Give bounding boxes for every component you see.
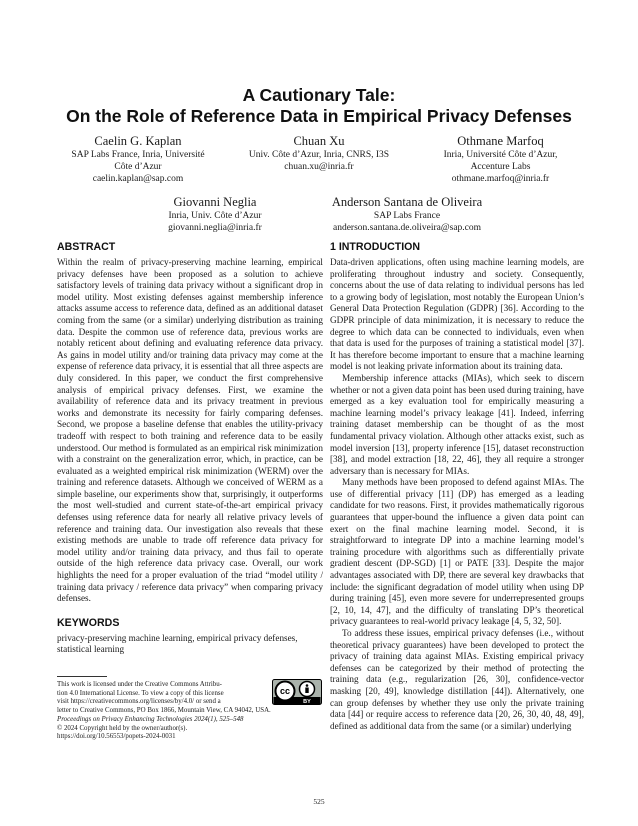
- author-block-4: [145, 194, 285, 234]
- license-line: This work is licensed under the Creative Commons Attribu-: [57, 681, 222, 688]
- author-name: Chuan Xu: [293, 134, 345, 148]
- license-line: tion 4.0 International License. To view a copy of this license: [57, 689, 224, 697]
- author-affiliation: Inria, Université Côte d’Azur,: [443, 150, 558, 160]
- author-email: giovanni.neglia@inria.fr: [168, 223, 262, 233]
- right-column: [330, 240, 584, 732]
- intro-paragraph: Membership inference attacks (MIAs), which seek to discern whether or not a given data point has been used during training, have emerged as a key evaluation tool for empirically measuring a machine learning model’s privacy leakage [41]. Indeed, inferring training dataset membership can be thought of as the most fundamental privacy violation. Although other attacks exist, such as model inversion [13], property inference [15], dataset reconstruction [38], and model extraction [18, 22, 46], they all require a stronger adversary than is necessary for MIAs.: [330, 372, 584, 476]
- keywords-text: privacy-preserving machine learning, empirical privacy defenses, statistical learning: [57, 632, 298, 655]
- intro-paragraph: Many methods have been proposed to defend against MIAs. The use of differential privacy [11] (DP) has emerged as a leading candidate for two reasons. First, it provides mathematically rigorous guarantees that upper-bound the influence a given data point can exert on the final machine learning model. Second, it is straightforward to integrate DP into a machine learning model’s training procedure with algorithms such as differentially private gradient descent (DP-SGD) [1] or PATE [33]. Despite the major advantages associated with DP, there are several key drawbacks that include: the significant degradation of model utility when using DP during training [45], even more severe for underrepresented groups [2, 10, 14, 47], and the difficulty of translating DP’s theoretical privacy guarantees to real-world privacy leakage [4, 5, 32, 50].: [330, 477, 584, 627]
- author-affiliation: SAP Labs France: [373, 211, 441, 221]
- author-name: Othmane Marfoq: [457, 134, 544, 148]
- cc-by-license-icon: [272, 679, 322, 705]
- author-affiliation: SAP Labs France, Inria, Université: [71, 150, 205, 160]
- author-email: othmane.marfoq@inria.fr: [451, 174, 550, 184]
- author-email: chuan.xu@inria.fr: [284, 162, 354, 172]
- author-email: anderson.santana.de.oliveira@sap.com: [332, 223, 482, 233]
- title-line-1: A Cautionary Tale:: [242, 85, 396, 105]
- doi-link[interactable]: https://doi.org/10.56553/popets-2024-0031: [57, 733, 176, 741]
- copyright-line: © 2024 Copyright held by the owner/author(s).: [57, 724, 188, 732]
- author-block-2: [233, 133, 405, 173]
- introduction-heading: 1 INTRODUCTION: [330, 241, 421, 253]
- abstract-heading: ABSTRACT: [57, 241, 116, 253]
- author-email: caelin.kaplan@sap.com: [92, 174, 184, 184]
- title-line-2: On the Role of Reference Data in Empirical Privacy Defenses: [66, 106, 572, 126]
- footnote-rule: [57, 676, 107, 677]
- license-line: visit https://creativecommons.org/licenses/by/4.0/ or send a: [57, 698, 221, 706]
- keywords-heading: KEYWORDS: [57, 616, 120, 629]
- author-affiliation: Accenture Labs: [470, 162, 531, 172]
- abstract-text: Within the realm of privacy-preserving machine learning, empirical privacy defenses have been proposed as a solution to achieve satisfactory levels of training data privacy without a significant drop in model utility. Most existing defenses against membership inference attacks assume access to reference data, defined as an additional dataset coming from the same (or a similar) underlying distribution as training data. Despite the common use of reference data, previous works are notably reticent about defining and evaluating reference data privacy. As gains in model utility and/or training data privacy may come at the expense of reference data privacy, it is essential that all three aspects are duly considered. In this paper, we conduct the first comprehensive analysis of empirical privacy defenses. First, we examine the availability of reference data and its privacy treatment in previous works and demonstrate its necessity for fairly comparing defenses. Second, we propose a baseline defense that enables the utility-privacy tradeoff with respect to both training and reference data to be easily understood. Our method is formulated as an empirical risk minimization with a constraint on the generalization error, which, in practice, can be evaluated as a weighted empirical risk minimization (WERM) over the training and reference datasets. Although we conceived of WERM as a simple baseline, our experiments show that, surprisingly, it outperforms the most well-studied and current state-of-the-art empirical privacy defenses using reference data for nearly all relative privacy levels of reference and training data. Our investigation also reveals that these existing methods are unable to trade off reference data privacy for model utility and/or training data privacy, and thus fail to operate outside of the high reference data privacy case. Overall, our work highlights the need for a proper evaluation of the triad “model utility / training data privacy / reference data privacy” when comparing privacy defenses.: [57, 257, 323, 604]
- author-name: Giovanni Neglia: [173, 195, 257, 209]
- paper-title: [0, 85, 638, 127]
- cc-logo-text: cc: [279, 686, 291, 697]
- author-affiliation: Côte d’Azur: [114, 162, 162, 172]
- cc-by-text: BY: [303, 699, 311, 705]
- author-name: Caelin G. Kaplan: [94, 134, 182, 148]
- author-name: Anderson Santana de Oliveira: [331, 195, 483, 209]
- author-affiliation: Inria, Univ. Côte d’Azur: [168, 211, 262, 221]
- left-column: [57, 240, 323, 656]
- author-block-3: [418, 133, 583, 185]
- author-affiliation: Univ. Côte d’Azur, Inria, CNRS, I3S: [248, 150, 390, 160]
- author-block-1: [58, 133, 218, 185]
- proceedings-line: Proceedings on Privacy Enhancing Technologies 2024(1), 525–548: [57, 715, 244, 723]
- author-block-5: [312, 194, 502, 234]
- intro-paragraph: Data-driven applications, often using machine learning models, are proliferating throughout industry and society. Consequently, concerns about the use of data relating to individual persons has led to a growing body of legislation, most notably the European Union’s General Data Protection Regulation (GDPR) [36]. According to the GDPR principle of data minimization, it is necessary to reduce the degree to which data can be connected to individuals, even when that data is used for the purposes of training a statistical model [37]. It has therefore become important to ensure that a machine learning model is not leaking private information about its training data.: [330, 257, 584, 372]
- intro-paragraph: To address these issues, empirical privacy defenses (i.e., without theoretical privacy guarantees) have been developed to protect the privacy of training data against MIAs. Existing empirical privacy defenses can be categorized by their method of protecting the training data (e.g., regularization [26, 30], confidence-vector masking [20, 49], knowledge distillation [44]). Alternatively, one can group defenses by whether they use only the private training data [44] or require access to reference data [20, 26, 30, 40, 48, 49], defined as additional data from the same (or a similar) underlying: [330, 628, 584, 731]
- license-line: letter to Creative Commons, PO Box 1866, Mountain View, CA 94042, USA.: [57, 707, 271, 715]
- page-number: 525: [313, 797, 325, 806]
